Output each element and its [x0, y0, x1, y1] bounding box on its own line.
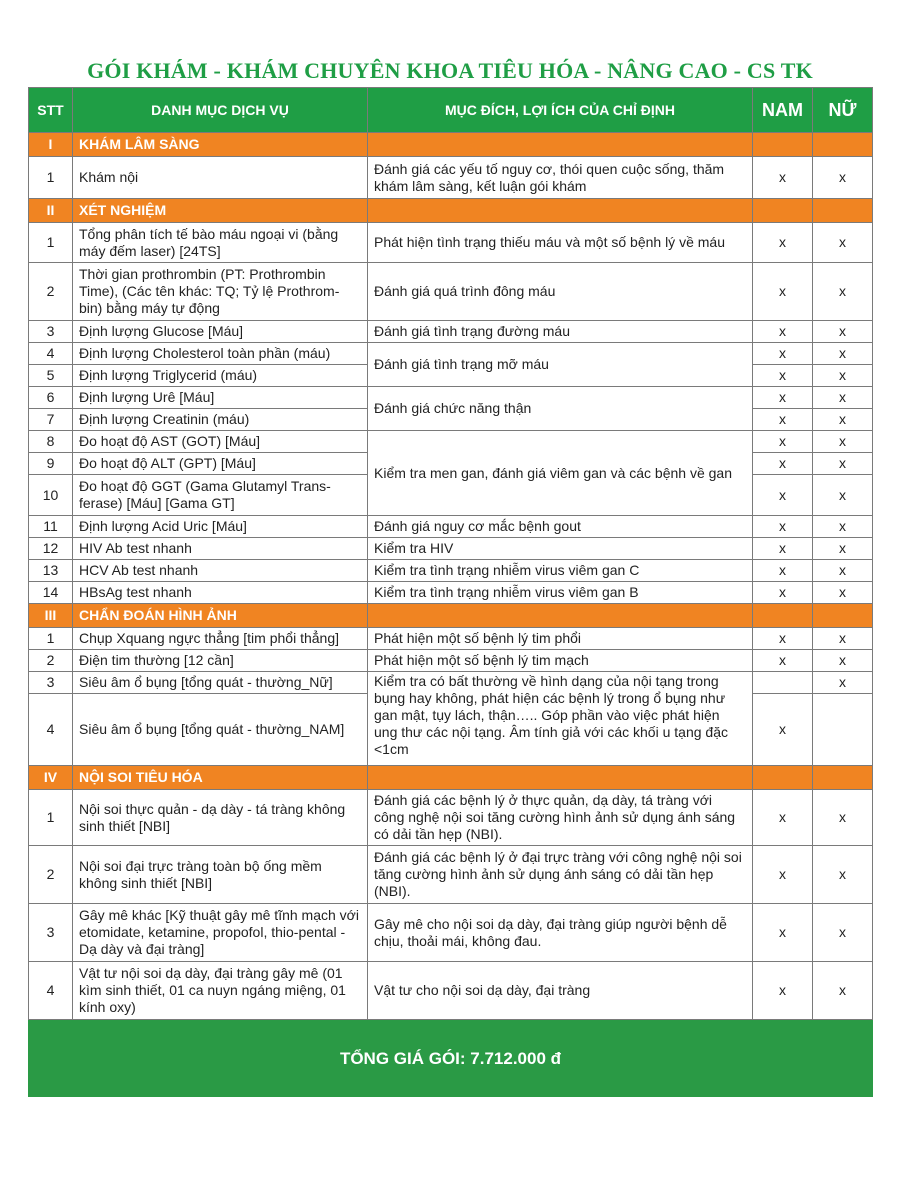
row-male: x	[753, 650, 813, 672]
table-row	[29, 431, 873, 453]
row-service: Gây mê khác [Kỹ thuật gây mê tĩnh mạch với etomidate, ketamine, propofol, thio-pental - Dạ dày và đại tràng]	[73, 904, 368, 962]
table-row	[29, 387, 873, 409]
row-male: x	[753, 223, 813, 263]
table-row	[29, 223, 873, 263]
row-stt: 4	[29, 343, 73, 365]
row-female: x	[813, 431, 873, 453]
row-purpose: Đánh giá tình trạng đường máu	[368, 321, 753, 343]
table-row	[29, 846, 873, 904]
row-female: x	[813, 628, 873, 650]
row-male: x	[753, 453, 813, 475]
row-purpose: Đánh giá các bệnh lý ở đại trực tràng với công nghệ nội soi tăng cường hình ảnh sử dụng ánh sáng có dải tần hẹp (NBI).	[368, 846, 753, 904]
section-name: KHÁM LÂM SÀNG	[73, 133, 368, 157]
row-male	[753, 672, 813, 694]
row-female: x	[813, 387, 873, 409]
total-price: TỔNG GIÁ GÓI: 7.712.000 đ	[29, 1020, 873, 1097]
row-male: x	[753, 387, 813, 409]
header-stt: STT	[29, 88, 73, 133]
row-stt: 8	[29, 431, 73, 453]
section-name: CHẨN ĐOÁN HÌNH ẢNH	[73, 604, 368, 628]
row-purpose: Kiểm tra HIV	[368, 538, 753, 560]
row-stt: 3	[29, 321, 73, 343]
row-female: x	[813, 223, 873, 263]
row-female	[813, 694, 873, 766]
row-purpose: Đánh giá nguy cơ mắc bệnh gout	[368, 516, 753, 538]
header-service: DANH MỤC DỊCH VỤ	[73, 88, 368, 133]
row-service: Định lượng Acid Uric [Máu]	[73, 516, 368, 538]
row-stt: 2	[29, 846, 73, 904]
row-service: Nội soi đại trực tràng toàn bộ ống mềm không sinh thiết [NBI]	[73, 846, 368, 904]
row-stt: 12	[29, 538, 73, 560]
row-service: Tổng phân tích tế bào máu ngoại vi (bằng máy đếm laser) [24TS]	[73, 223, 368, 263]
row-female: x	[813, 560, 873, 582]
row-female: x	[813, 790, 873, 846]
row-service: Điện tim thường [12 cần]	[73, 650, 368, 672]
row-female: x	[813, 321, 873, 343]
table-row	[29, 790, 873, 846]
row-service: Nội soi thực quản - dạ dày - tá tràng không sinh thiết [NBI]	[73, 790, 368, 846]
row-purpose: Phát hiện một số bệnh lý tim mạch	[368, 650, 753, 672]
table-row	[29, 582, 873, 604]
row-purpose: Vật tư cho nội soi dạ dày, đại tràng	[368, 962, 753, 1020]
header-purpose: MỤC ĐÍCH, LỢI ÍCH CỦA CHỈ ĐỊNH	[368, 88, 753, 133]
section-number: I	[29, 133, 73, 157]
row-male: x	[753, 409, 813, 431]
table-row	[29, 516, 873, 538]
section-row	[29, 133, 873, 157]
row-service: Khám nội	[73, 157, 368, 199]
row-service: Định lượng Creatinin (máu)	[73, 409, 368, 431]
row-purpose: Đánh giá tình trạng mỡ máu	[368, 343, 753, 387]
row-stt: 13	[29, 560, 73, 582]
row-purpose: Đánh giá các bệnh lý ở thực quản, dạ dày, tá tràng với công nghệ nội soi tăng cường hình ảnh sử dụng ánh sáng có dải tần hẹp (NBI).	[368, 790, 753, 846]
row-service: HCV Ab test nhanh	[73, 560, 368, 582]
total-row	[29, 1020, 873, 1097]
row-stt: 7	[29, 409, 73, 431]
row-female: x	[813, 475, 873, 516]
row-stt: 6	[29, 387, 73, 409]
row-service: Thời gian prothrombin (PT: Prothrombin Time), (Các tên khác: TQ; Tỷ lệ Prothrom-bin) bằng máy tự động	[73, 263, 368, 321]
row-female: x	[813, 157, 873, 199]
table-header-row	[29, 88, 873, 133]
row-service: HBsAg test nhanh	[73, 582, 368, 604]
row-stt: 10	[29, 475, 73, 516]
table-row	[29, 157, 873, 199]
row-male: x	[753, 475, 813, 516]
row-purpose: Kiểm tra có bất thường về hình dạng của nội tạng trong bụng hay không, phát hiện các bệnh lý trong ổ bụng như gan mật, tụy lách, thận….. Góp phần vào việc phát hiện ung thư các nội tạng. Âm tính giả với các khối u tạng đặc <1cm	[368, 672, 753, 766]
row-stt: 1	[29, 223, 73, 263]
row-service: Đo hoạt độ AST (GOT) [Máu]	[73, 431, 368, 453]
row-service: Chụp Xquang ngực thẳng [tim phổi thẳng]	[73, 628, 368, 650]
row-female: x	[813, 516, 873, 538]
row-service: Siêu âm ổ bụng [tổng quát - thường_Nữ]	[73, 672, 368, 694]
table-row	[29, 321, 873, 343]
row-stt: 4	[29, 962, 73, 1020]
row-stt: 14	[29, 582, 73, 604]
row-female: x	[813, 962, 873, 1020]
row-female: x	[813, 453, 873, 475]
row-male: x	[753, 263, 813, 321]
section-name: XÉT NGHIỆM	[73, 199, 368, 223]
row-male: x	[753, 343, 813, 365]
service-table	[28, 87, 873, 1097]
row-purpose: Phát hiện tình trạng thiếu máu và một số bệnh lý về máu	[368, 223, 753, 263]
row-purpose: Đánh giá các yếu tố nguy cơ, thói quen cuộc sống, thăm khám lâm sàng, kết luận gói khám	[368, 157, 753, 199]
row-male: x	[753, 628, 813, 650]
section-row	[29, 604, 873, 628]
row-male: x	[753, 321, 813, 343]
row-service: Đo hoạt độ ALT (GPT) [Máu]	[73, 453, 368, 475]
header-female: NỮ	[813, 88, 873, 133]
table-row	[29, 343, 873, 365]
row-purpose: Kiểm tra tình trạng nhiễm virus viêm gan C	[368, 560, 753, 582]
row-purpose: Kiểm tra men gan, đánh giá viêm gan và các bệnh về gan	[368, 431, 753, 516]
row-female: x	[813, 409, 873, 431]
row-stt: 9	[29, 453, 73, 475]
row-male: x	[753, 962, 813, 1020]
row-female: x	[813, 672, 873, 694]
row-stt: 1	[29, 157, 73, 199]
table-row	[29, 672, 873, 694]
row-stt: 4	[29, 694, 73, 766]
row-female: x	[813, 538, 873, 560]
row-male: x	[753, 365, 813, 387]
row-male: x	[753, 846, 813, 904]
row-stt: 1	[29, 628, 73, 650]
row-male: x	[753, 582, 813, 604]
row-service: Định lượng Glucose [Máu]	[73, 321, 368, 343]
row-male: x	[753, 790, 813, 846]
row-male: x	[753, 694, 813, 766]
row-service: Định lượng Cholesterol toàn phần (máu)	[73, 343, 368, 365]
row-service: Siêu âm ổ bụng [tổng quát - thường_NAM]	[73, 694, 368, 766]
row-purpose: Đánh giá chức năng thận	[368, 387, 753, 431]
section-row	[29, 199, 873, 223]
row-male: x	[753, 516, 813, 538]
row-female: x	[813, 846, 873, 904]
section-name: NỘI SOI TIÊU HÓA	[73, 766, 368, 790]
table-row	[29, 560, 873, 582]
table-row	[29, 263, 873, 321]
table-row	[29, 904, 873, 962]
row-stt: 3	[29, 904, 73, 962]
row-female: x	[813, 343, 873, 365]
section-number: IV	[29, 766, 73, 790]
row-service: Đo hoạt độ GGT (Gama Glutamyl Trans-ferase) [Máu] [Gama GT]	[73, 475, 368, 516]
row-stt: 5	[29, 365, 73, 387]
row-purpose: Đánh giá quá trình đông máu	[368, 263, 753, 321]
row-male: x	[753, 904, 813, 962]
row-stt: 11	[29, 516, 73, 538]
row-female: x	[813, 365, 873, 387]
table-row	[29, 962, 873, 1020]
row-female: x	[813, 582, 873, 604]
row-female: x	[813, 650, 873, 672]
row-stt: 3	[29, 672, 73, 694]
row-service: HIV Ab test nhanh	[73, 538, 368, 560]
row-service: Vật tư nội soi dạ dày, đại tràng gây mê (01 kìm sinh thiết, 01 ca nuyn ngáng miệng, 01 kính oxy)	[73, 962, 368, 1020]
row-male: x	[753, 157, 813, 199]
row-purpose: Kiểm tra tình trạng nhiễm virus viêm gan B	[368, 582, 753, 604]
row-male: x	[753, 560, 813, 582]
row-male: x	[753, 431, 813, 453]
section-number: III	[29, 604, 73, 628]
row-service: Định lượng Urê [Máu]	[73, 387, 368, 409]
row-service: Định lượng Triglycerid (máu)	[73, 365, 368, 387]
row-stt: 2	[29, 263, 73, 321]
table-row	[29, 538, 873, 560]
section-number: II	[29, 199, 73, 223]
row-stt: 2	[29, 650, 73, 672]
row-purpose: Gây mê cho nội soi dạ dày, đại tràng giúp người bệnh dễ chịu, thoải mái, không đau.	[368, 904, 753, 962]
page-title: GÓI KHÁM - KHÁM CHUYÊN KHOA TIÊU HÓA - NÂNG CAO - CS TK	[87, 58, 813, 83]
row-male: x	[753, 538, 813, 560]
table-row	[29, 628, 873, 650]
header-male: NAM	[753, 88, 813, 133]
row-female: x	[813, 904, 873, 962]
table-row	[29, 650, 873, 672]
row-female: x	[813, 263, 873, 321]
row-purpose: Phát hiện một số bệnh lý tim phổi	[368, 628, 753, 650]
row-stt: 1	[29, 790, 73, 846]
section-row	[29, 766, 873, 790]
